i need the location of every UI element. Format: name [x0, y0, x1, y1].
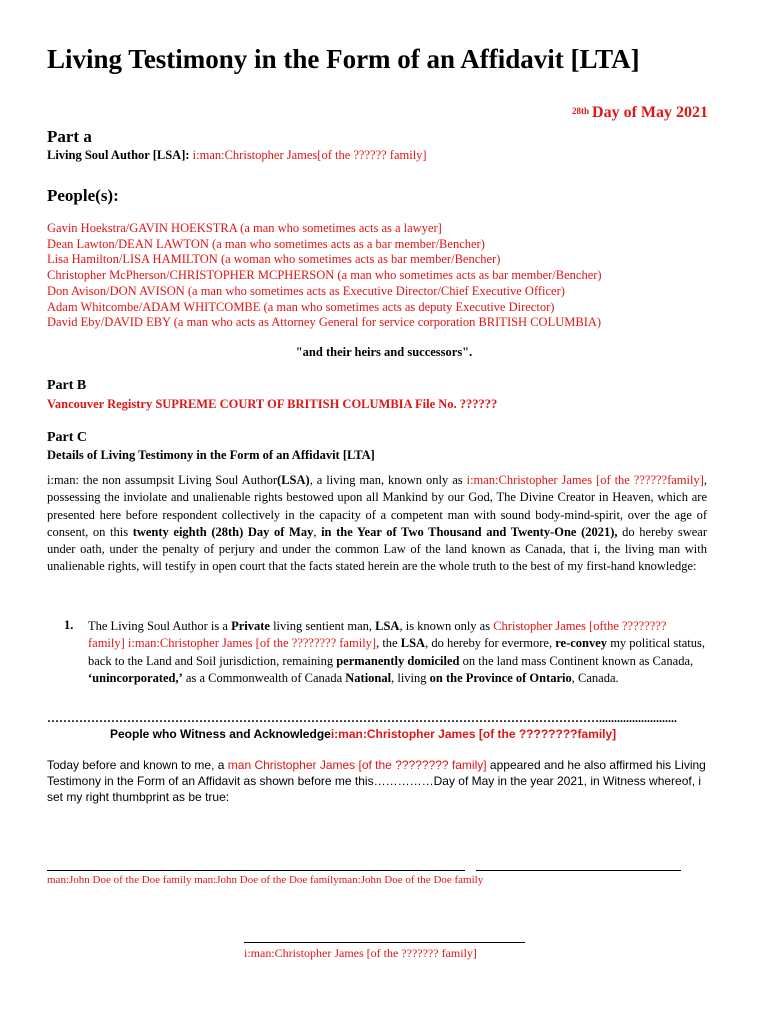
item-bold: ‘unincorporated,’: [88, 670, 183, 685]
date-text: Day of May 2021: [592, 104, 708, 121]
part-c-heading: Part C: [47, 430, 88, 445]
people-heading: People(s):: [47, 186, 119, 205]
person-item: Don Avison/DON AVISON (a man who sometimes acts as Executive Director/Chief Executive Officer): [47, 283, 565, 298]
person-item: Dean Lawton/DEAN LAWTON (a man who sometimes acts as a bar member/Bencher): [47, 236, 485, 251]
item-text: , is known only as: [399, 619, 494, 633]
part-c-subheading: Details of Living Testimony in the Form of an Affidavit [LTA]: [47, 448, 375, 462]
item-bold: on the Province of Ontario: [429, 670, 572, 685]
today-text: Today before and known to me, a: [47, 758, 228, 772]
lsa-value: i:man:Christopher James[of the ?????? family]: [192, 148, 427, 162]
item-text: The Living Soul Author is a: [88, 619, 232, 633]
paragraph-bold: twenty eighth (28th) Day of May: [132, 524, 314, 539]
item-name: Christopher James [ofthe ???????? family] i:man:Christopher James [of the ???????? family]: [88, 619, 667, 651]
item-bold: Private: [231, 619, 270, 633]
item-bold: LSA: [375, 619, 400, 633]
item-text: my political status, back to the Land and Soil jurisdiction, remaining: [88, 636, 705, 668]
item-1-text: [88, 618, 706, 687]
dotted-separator: …………………………………………………………………………………………………………………………..........................: [47, 711, 677, 725]
item-bold: National: [345, 670, 392, 685]
paragraph-bold: in the Year of Two Thousand and Twenty-One (2021),: [321, 524, 618, 539]
item-bold: re-convey: [555, 636, 608, 651]
document-title: Living Testimony in the Form of an Affidavit [LTA]: [47, 44, 640, 74]
document-date: [572, 104, 708, 122]
part-b-heading: Part B: [47, 378, 87, 393]
paragraph-text: i:man: the non assumpsit Living Soul Author: [47, 473, 278, 487]
witness-heading: [110, 727, 616, 741]
item-text: , Canada.: [571, 670, 619, 685]
lsa-label: Living Soul Author [LSA]:: [47, 148, 190, 162]
witness-signature-line: [476, 870, 681, 871]
item-bold: permanently domiciled: [336, 653, 460, 668]
person-item: Lisa Hamilton/LISA HAMILTON (a woman who sometimes acts as bar member/Bencher): [47, 252, 501, 267]
person-item: Gavin Hoekstra/GAVIN HOEKSTRA (a man who sometimes acts as a lawyer]: [47, 221, 442, 235]
paragraph-name: i:man:Christopher James [of the ??????family]: [466, 473, 704, 487]
paragraph-text: , a living man, known only as: [309, 473, 467, 487]
lsa-line: [47, 148, 427, 163]
today-name: man Christopher James [of the ???????? family]: [227, 758, 487, 772]
person-item: Adam Whitcombe/ADAM WHITCOMBE (a man who sometimes acts as deputy Executive Director): [47, 299, 555, 314]
person-item: David Eby/DAVID EBY (a man who acts as Attorney General for service corporation BRITISH COLUMBIA): [47, 315, 602, 330]
paragraph-text: , possessing the inviolate and unalienable rights bestowed upon all Mankind by our God, The Divine Creator in Heaven, which are presented here before respondent collectively in the capacity of a competent man with sound body-mind-spirit, over the age of consent, on this: [47, 473, 708, 539]
item-text: , the: [376, 636, 401, 651]
witness-name: i:man:Christopher James [of the ????????family]: [330, 727, 617, 741]
item-text: living sentient man,: [269, 619, 376, 633]
item-text: , do hereby for evermore,: [425, 636, 556, 651]
person-item: Christopher McPherson/CHRISTOPHER MCPHERSON (a man who sometimes acts as bar member/Bencher): [47, 268, 602, 283]
part-a-heading: Part a: [47, 127, 92, 146]
item-number: 1.: [64, 618, 74, 632]
author-signature-line: [244, 942, 525, 943]
today-text: appeared and he also affirmed his Living Testimony in the Form of an Affidavit as shown before me this……………Day of May in the year 2021, in Witness whereof, i set my right thumbprint as be true:: [47, 758, 706, 804]
author-signature-name: i:man:Christopher James [of the ??????? family]: [244, 946, 477, 960]
paragraph-text: do hereby swear under oath, under the penalty of perjury and under the common Law of the land known as Canada, that i, the living man with unalienable rights, will testify in open court that the facts stated herein are the whole truth to the best of my first-hand knowledge:: [47, 524, 708, 574]
today-paragraph: [47, 757, 717, 805]
people-list: [47, 221, 602, 331]
date-superscript: 28th: [572, 106, 590, 116]
item-text: as a Commonwealth of Canada: [182, 670, 346, 685]
witness-label: People who Witness and Acknowledge: [110, 727, 331, 741]
witness-names: man:John Doe of the Doe family man:John Doe of the Doe familyman:John Doe of the Doe family: [47, 874, 484, 886]
heirs-line: "and their heirs and successors".: [295, 345, 473, 359]
registry-line: Vancouver Registry SUPREME COURT OF BRITISH COLUMBIA File No. ??????: [47, 397, 498, 411]
item-text: , living: [391, 670, 430, 685]
item-bold: LSA: [400, 636, 426, 651]
witness-signature-line: [47, 870, 465, 871]
paragraph-text: ,: [313, 524, 322, 539]
paragraph-bold: (LSA): [277, 473, 310, 487]
testimony-paragraph: [47, 472, 707, 576]
item-text: on the land mass Continent known as Canada,: [459, 653, 694, 668]
